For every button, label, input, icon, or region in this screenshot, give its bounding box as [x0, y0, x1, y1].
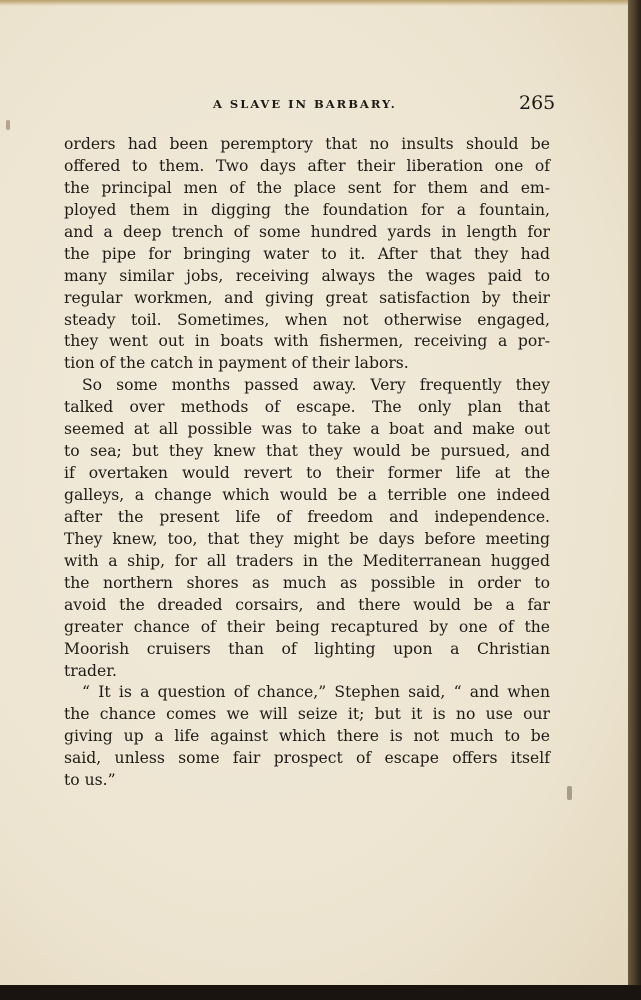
text-line: tion of the catch in payment of their labors.: [64, 354, 409, 373]
text-line: after the present life of freedom and independence.: [64, 507, 550, 526]
page-blemish: [6, 120, 10, 130]
text-line: they went out in boats with fishermen, receiving a por-: [64, 332, 550, 351]
text-line: avoid the dreaded corsairs, and there would be a far: [64, 595, 550, 614]
text-line: seemed at all possible was to take a boat and make out: [64, 420, 550, 439]
text-line: orders had been peremptory that no insults should be: [64, 135, 550, 153]
running-head: A SLAVE IN BARBARY.: [213, 97, 397, 111]
book-bottom-edge: [0, 985, 641, 1000]
text-line: talked over methods of escape. The only plan that: [64, 398, 550, 417]
text-line: many similar jobs, receiving always the wages paid to: [64, 266, 550, 285]
body-text: [64, 134, 550, 792]
text-line: to sea; but they knew that they would be pursued, and: [64, 442, 550, 461]
text-line: said, unless some fair prospect of escape offers itself: [64, 749, 550, 768]
text-line: So some months passed away. Very frequently they: [82, 376, 550, 395]
page-number: 265: [519, 92, 556, 114]
text-line: offered to them. Two days after their liberation one of: [64, 156, 550, 175]
text-line: “ It is a question of chance,” Stephen said, “ and when: [82, 683, 550, 702]
text-line: greater chance of their being recaptured by one of the: [64, 617, 550, 636]
text-line: the northern shores as much as possible in order to: [64, 573, 550, 592]
text-line: giving up a life against which there is not much to be: [64, 727, 550, 746]
text-line: the principal men of the place sent for them and em-: [64, 178, 550, 197]
text-line: to us.”: [64, 771, 116, 790]
text-line: Moorish cruisers than of lighting upon a Christian: [64, 639, 550, 658]
text-line: steady toil. Sometimes, when not otherwise engaged,: [64, 310, 550, 329]
text-line: regular workmen, and giving great satisfaction by their: [64, 288, 550, 307]
page-top-stain: [0, 0, 628, 6]
text-line: They knew, too, that they might be days before meeting: [64, 529, 550, 548]
text-line: the chance comes we will seize it; but it is no use our: [64, 705, 550, 724]
text-line: if overtaken would revert to their former life at the: [64, 464, 550, 483]
text-line: galleys, a change which would be a terrible one indeed: [64, 486, 550, 504]
text-line: the pipe for bringing water to it. After that they had: [64, 244, 550, 263]
book-gutter-edge: [628, 0, 641, 1000]
text-line: ployed them in digging the foundation for a fountain,: [64, 200, 550, 219]
text-line: with a ship, for all traders in the Mediterranean hugged: [64, 551, 550, 570]
text-line: and a deep trench of some hundred yards in length for: [64, 222, 550, 241]
text-line: trader.: [64, 661, 117, 680]
page-blemish: [567, 786, 572, 800]
